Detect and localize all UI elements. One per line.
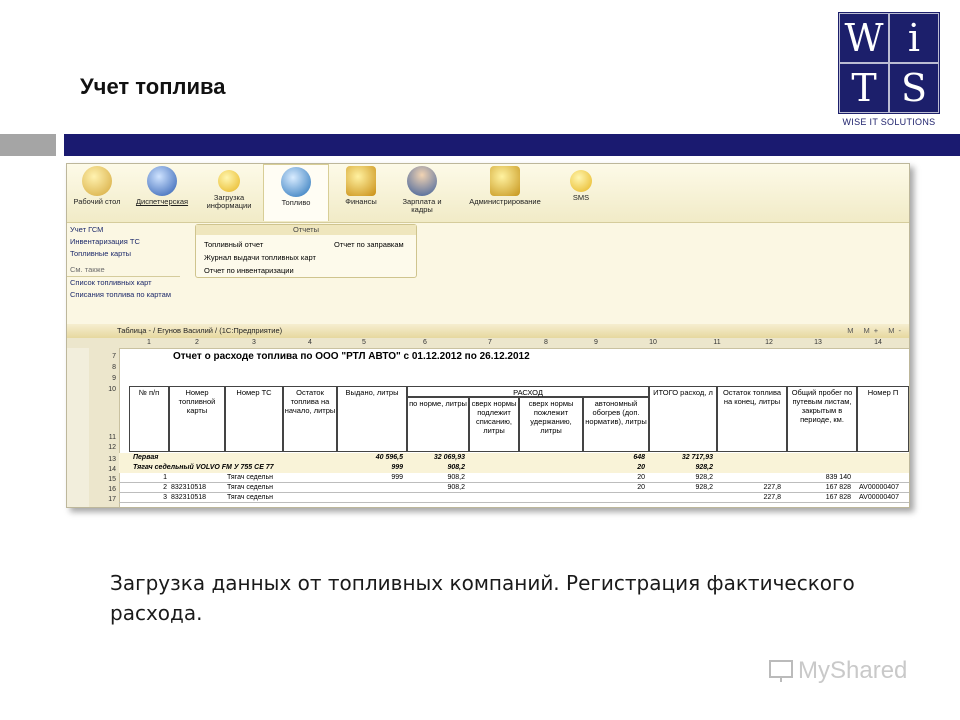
ribbon-dispatch[interactable] xyxy=(129,166,195,206)
logo-letter: S xyxy=(889,63,939,113)
nav-item[interactable]: Инвентаризация ТС xyxy=(70,237,140,246)
cell: 928,2 xyxy=(695,484,713,491)
header-cell: Номер топливной карты xyxy=(169,386,225,452)
cell: 648 xyxy=(633,454,645,461)
nav-item[interactable]: Список топливных карт xyxy=(70,278,152,287)
presentation-icon xyxy=(768,659,798,683)
cell: Первая xyxy=(133,454,159,461)
reports-header: Отчеты xyxy=(196,225,416,235)
logo-letter: W xyxy=(839,13,889,63)
window-title: Таблица - / Егунов Василий / (1С:Предприятие) xyxy=(117,326,283,335)
cell: 908,2 xyxy=(447,464,465,471)
cell: Тягач седельн xyxy=(227,494,273,501)
app-screenshot xyxy=(66,163,910,508)
report-link[interactable]: Журнал выдачи топливных карт xyxy=(204,253,316,262)
ribbon-label: Зарплата и кадры xyxy=(402,197,442,214)
ribbon-label: Загрузка информации xyxy=(206,193,252,210)
col-number: 10 xyxy=(649,339,657,346)
reports-group xyxy=(195,224,417,278)
coins-icon xyxy=(346,166,376,196)
cell: 839 140 xyxy=(825,474,851,481)
ribbon-finance[interactable] xyxy=(333,166,389,206)
cell: 3 xyxy=(163,494,167,501)
ribbon-salary[interactable] xyxy=(397,166,447,214)
desk-icon xyxy=(82,166,112,196)
ribbon-load[interactable] xyxy=(201,166,257,210)
header-cell: по норме, литры xyxy=(407,397,469,452)
cell: 227,8 xyxy=(763,494,781,501)
cell: 832310518 xyxy=(171,494,207,501)
fuel-icon xyxy=(281,167,311,197)
slide-title: Учет топлива xyxy=(80,74,226,99)
header-cell: Остаток топлива на начало, литры xyxy=(283,386,337,452)
report-title: Отчет о расходе топлива по ООО "РТЛ АВТО" с 01.12.2012 по 26.12.2012 xyxy=(173,351,530,362)
cell: AV00000407 xyxy=(859,494,899,501)
col-number: 8 xyxy=(544,339,548,346)
col-number: 1 xyxy=(147,339,151,346)
cell: 908,2 xyxy=(447,474,465,481)
header-cell: ИТОГО расход, л xyxy=(649,386,717,452)
row-number: 8 xyxy=(112,364,116,371)
ribbon-label: Администрирование xyxy=(469,197,541,206)
globe-icon xyxy=(147,166,177,196)
wits-logo xyxy=(838,12,940,127)
logo-letter: i xyxy=(889,13,939,63)
cell: 167 828 xyxy=(825,494,851,501)
cell: 32 069,93 xyxy=(433,454,465,461)
cell: Тягач седельн xyxy=(227,474,273,481)
ribbon-admin[interactable] xyxy=(459,166,551,206)
header-cell: Остаток топлива на конец, литры xyxy=(717,386,787,452)
cell: 999 xyxy=(391,474,403,481)
ribbon-label: SMS xyxy=(572,193,590,202)
ribbon-label: Финансы xyxy=(345,197,377,206)
nav-item[interactable]: Списания топлива по картам xyxy=(70,290,171,299)
cell: 20 xyxy=(637,474,645,481)
table-window xyxy=(67,324,909,507)
cell: 999 xyxy=(391,464,403,471)
header-cell: № п/п xyxy=(129,386,169,452)
col-number: 11 xyxy=(713,339,721,346)
table-row[interactable] xyxy=(119,483,909,493)
col-number: 12 xyxy=(765,339,773,346)
row-number: 9 xyxy=(112,375,116,382)
admin-icon xyxy=(490,166,520,196)
footer-brand xyxy=(768,657,907,685)
logo-letter: T xyxy=(839,63,889,113)
logo-subtitle: WISE IT SOLUTIONS xyxy=(842,117,936,127)
cell: Тягач седельн xyxy=(227,484,273,491)
nav-item[interactable]: Топливные карты xyxy=(70,249,132,258)
col-number: 3 xyxy=(252,339,256,346)
cell: 32 717,93 xyxy=(681,454,713,461)
col-number: 13 xyxy=(814,339,822,346)
cell: 832310518 xyxy=(171,484,207,491)
cell: 20 xyxy=(637,464,645,471)
reports-col-1 xyxy=(204,238,316,277)
header-cell: Выдано, литры xyxy=(337,386,407,452)
header-cell: Номер ТС xyxy=(225,386,283,452)
cell: 227,8 xyxy=(763,484,781,491)
report-link[interactable]: Отчет по заправкам xyxy=(334,240,404,249)
logo-mark xyxy=(838,12,940,114)
header-cell: автономный обогрев (доп. норматив), литры xyxy=(583,397,649,452)
cell: AV00000407 xyxy=(859,484,899,491)
cell: 40 596,5 xyxy=(375,454,403,461)
row-number: 15 xyxy=(108,476,116,483)
report-link[interactable]: Топливный отчет xyxy=(204,240,264,249)
report-link[interactable]: Отчет по инвентаризации xyxy=(204,266,294,275)
cell: 908,2 xyxy=(447,484,465,491)
col-number: 2 xyxy=(195,339,199,346)
cell: 20 xyxy=(637,484,645,491)
cell: 1 xyxy=(163,474,167,481)
cell: 928,2 xyxy=(695,474,713,481)
row-number: 14 xyxy=(108,466,116,473)
slide-caption: Загрузка данных от топливных компаний. Регистрация фактического расхода. xyxy=(110,571,855,625)
header-cell: сверх нормы пожлежит удержанию, литры xyxy=(519,397,583,452)
row-number: 17 xyxy=(108,496,116,503)
cell: 928,2 xyxy=(695,464,713,471)
row-number: 13 xyxy=(108,456,116,463)
ribbon-sms[interactable] xyxy=(561,166,601,202)
row-number: 7 xyxy=(112,353,116,360)
report-grid[interactable] xyxy=(119,348,909,507)
header-cell: Общий пробег по путевым листам, закрытым в периоде, км. xyxy=(787,386,857,452)
left-panel xyxy=(67,224,189,324)
row-number: 11 xyxy=(108,434,116,441)
footer-brand-text: MyShared xyxy=(798,657,908,684)
row-numbers xyxy=(89,348,120,507)
cell: Тягач седельный VOLVO FM У 755 СЕ 77 xyxy=(133,464,274,471)
col-number: 4 xyxy=(308,339,312,346)
table-row[interactable] xyxy=(119,493,909,503)
cell: 2 xyxy=(163,484,167,491)
col-number: 14 xyxy=(874,339,882,346)
nav-item[interactable]: Учет ГСМ xyxy=(70,225,104,234)
see-also-heading: См. также xyxy=(67,264,180,277)
ribbon-desk[interactable] xyxy=(73,166,121,206)
table-row[interactable] xyxy=(119,453,909,463)
circle-icon xyxy=(570,170,592,192)
row-number: 10 xyxy=(108,386,116,393)
ribbon-label: Диспетчерская xyxy=(135,197,189,206)
table-row[interactable] xyxy=(119,473,909,483)
col-number: 6 xyxy=(423,339,427,346)
window-toolbar[interactable]: M M+ M- xyxy=(847,326,905,335)
col-number: 9 xyxy=(594,339,598,346)
ribbon-fuel[interactable] xyxy=(263,164,329,221)
ribbon-label: Рабочий стол xyxy=(73,197,121,206)
person-icon xyxy=(407,166,437,196)
circle-icon xyxy=(218,170,240,192)
outline-gutter[interactable] xyxy=(67,348,90,507)
ribbon xyxy=(67,164,909,223)
row-number: 12 xyxy=(108,444,116,451)
header-cell: РАСХОД xyxy=(407,386,649,397)
col-number: 5 xyxy=(362,339,366,346)
reports-col-2 xyxy=(334,238,404,251)
row-number: 16 xyxy=(108,486,116,493)
accent-bar-gray xyxy=(0,134,56,156)
cell: 167 828 xyxy=(825,484,851,491)
col-number: 7 xyxy=(488,339,492,346)
ribbon-label: Топливо xyxy=(281,198,311,207)
header-cell: Номер П xyxy=(857,386,909,452)
accent-bar-navy xyxy=(64,134,960,156)
window-titlebar xyxy=(67,324,909,338)
table-row[interactable] xyxy=(119,463,909,473)
header-cell: сверх нормы подлежит списанию, литры xyxy=(469,397,519,452)
